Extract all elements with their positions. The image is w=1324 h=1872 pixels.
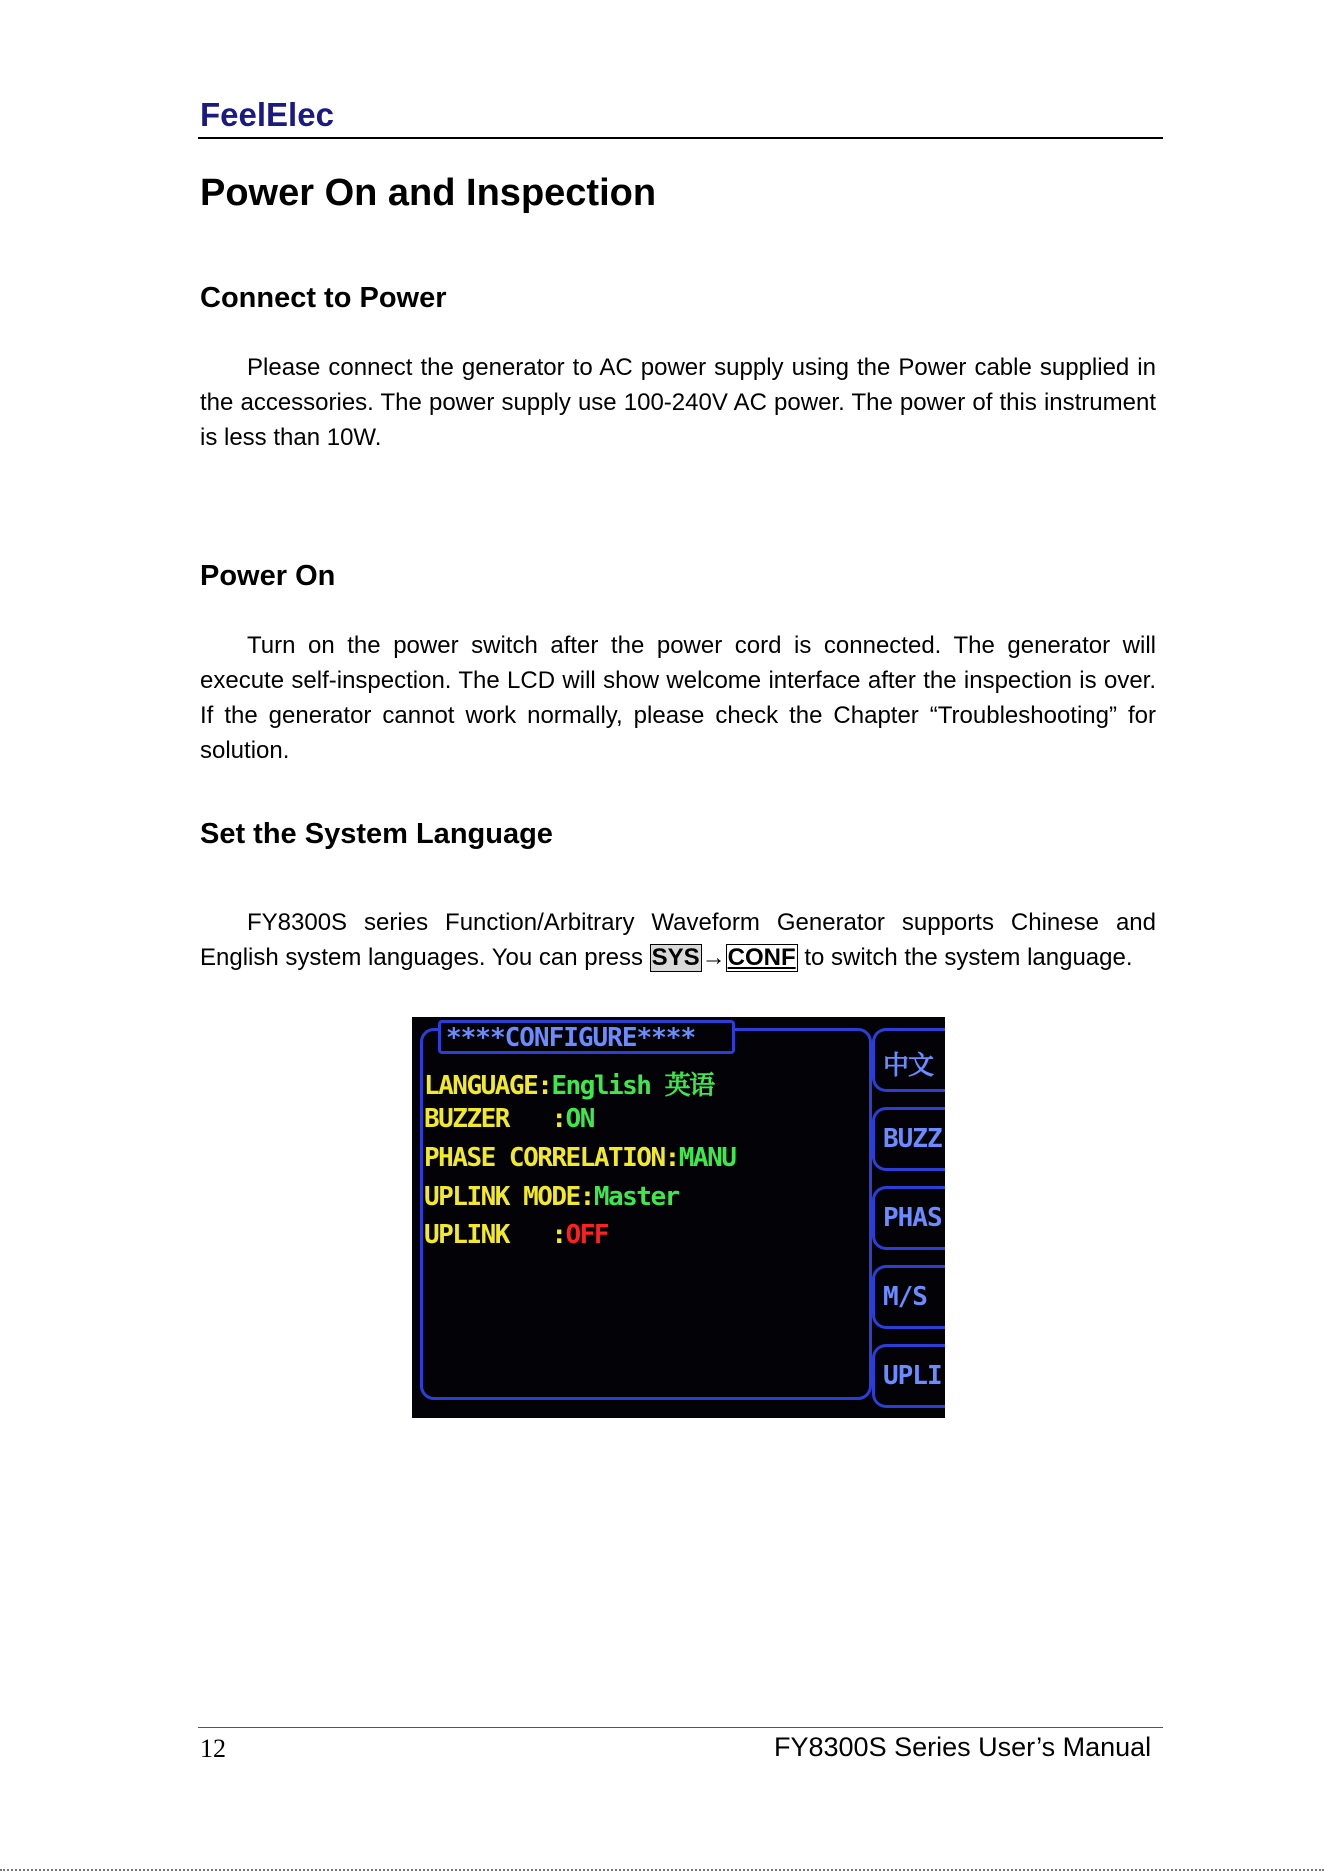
softkey-label: 中文	[883, 1051, 934, 1081]
language-text-after: to switch the system language.	[797, 944, 1133, 971]
lcd-row-uplink-mode	[424, 1182, 679, 1212]
softkey-label: M/S	[883, 1282, 927, 1312]
lcd-softkey-chinese	[872, 1028, 945, 1092]
lcd-row-value: MANU	[678, 1143, 736, 1173]
lcd-row-value: OFF	[565, 1220, 609, 1250]
lcd-row-language	[424, 1065, 714, 1102]
language-text-before: FY8300S series Function/Arbitrary Waveform Generator supports Chinese and English system languages. You can press	[200, 909, 1156, 971]
manual-title: FY8300S Series User’s Manual	[774, 1732, 1152, 1762]
lcd-row-buzzer	[424, 1104, 594, 1134]
lcd-row-label: UPLINK MODE:	[424, 1182, 594, 1212]
softkey-label: PHAS	[883, 1203, 942, 1233]
lcd-screenshot	[412, 1017, 945, 1418]
lcd-row-value-chinese: 英语	[664, 1071, 714, 1101]
page-number: 12	[200, 1734, 226, 1763]
lcd-title: ****CONFIGURE****	[446, 1023, 696, 1053]
connect-text: Please connect the generator to AC power supply using the Power cable supplied in the accessories. The power supply use 100-240V AC power. The power of this instrument is less than 10W.	[200, 354, 1156, 451]
lcd-row-uplink	[424, 1220, 608, 1250]
lcd-softkey-buzz	[872, 1107, 945, 1171]
lcd-softkey-upli	[872, 1344, 945, 1408]
softkey-label: BUZZ	[883, 1124, 942, 1154]
paragraph-set-system-language	[200, 905, 1156, 975]
paragraph-connect-to-power	[200, 350, 1156, 455]
power-on-text: Turn on the power switch after the power cord is connected. The generator will execute self-inspection. The LCD will show welcome interface after the inspection is over. If the generator cannot work normally, please check the Chapter “Troubleshooting” for solution.	[200, 632, 1156, 764]
paragraph-power-on	[200, 628, 1156, 768]
lcd-row-value: Master	[593, 1182, 679, 1212]
lcd-row-phase-correlation	[424, 1143, 735, 1173]
lcd-row-label: LANGUAGE:	[424, 1071, 552, 1101]
lcd-row-value: ON	[565, 1104, 594, 1134]
page-title: Power On and Inspection	[200, 172, 657, 214]
heading-connect-to-power: Connect to Power	[200, 282, 447, 314]
page-edge-line	[0, 1869, 1324, 1871]
arrow-glyph: →	[701, 944, 726, 971]
lcd-row-label: UPLINK :	[424, 1220, 566, 1250]
heading-power-on: Power On	[200, 560, 336, 592]
sys-key-label: SYS	[651, 944, 700, 971]
lcd-softkey-ms	[872, 1265, 945, 1329]
lcd-softkey-phas	[872, 1186, 945, 1250]
header-rule	[198, 137, 1163, 139]
conf-key-label: CONF	[727, 944, 796, 971]
lcd-row-label: PHASE CORRELATION:	[424, 1143, 679, 1173]
heading-set-system-language: Set the System Language	[200, 818, 553, 850]
footer-rule	[198, 1727, 1163, 1728]
softkey-label: UPLI	[883, 1361, 942, 1391]
lcd-row-value: English	[551, 1071, 665, 1101]
brand-name: FeelElec	[200, 96, 334, 133]
lcd-row-label: BUZZER :	[424, 1104, 566, 1134]
